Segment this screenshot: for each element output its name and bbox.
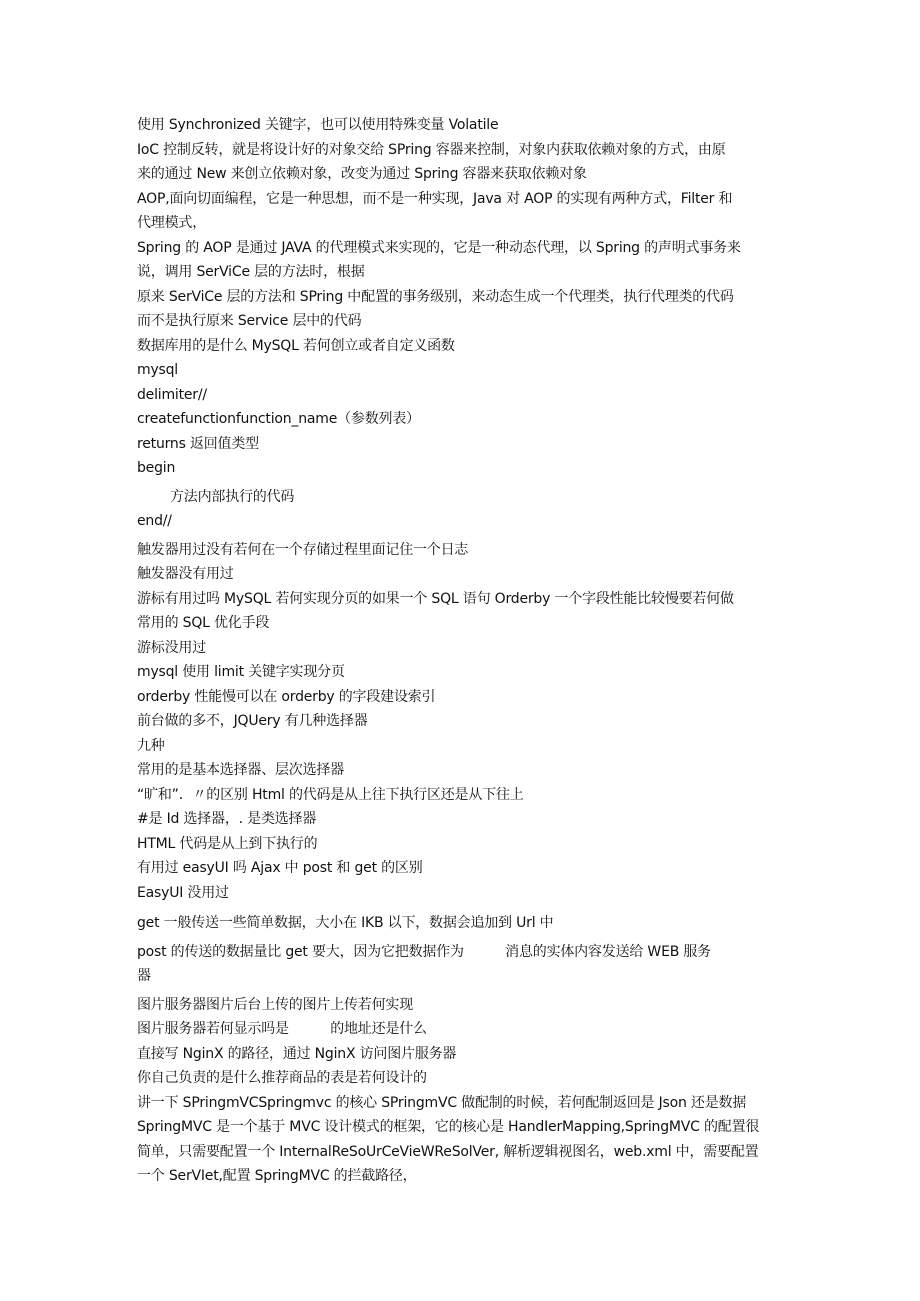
text-line: 说，调用 SerViCe 层的方法时，根据	[137, 264, 365, 280]
text-line: 图片服务器若何显示吗是 的地址还是什么	[137, 1021, 427, 1037]
text-line: HTML 代码是从上到下执行的	[137, 835, 318, 852]
text-line: get 一般传送一些简单数据，大小在 IKB 以下，数据会追加到 Url 中	[137, 915, 554, 931]
text-line: 而不是执行原来 Service 层中的代码	[137, 313, 362, 329]
text-line: 直接写 NginX 的路径，通过 NginX 访问图片服务器	[137, 1045, 457, 1062]
code-line: returns 返回值类型	[137, 435, 259, 452]
text-line: AOP,面向切面编程，它是一种思想，而不是一种实现，Java 对 AOP 的实现有两种方式，Filter 和	[137, 190, 733, 207]
code-line: mysql	[137, 362, 178, 378]
text-line: 原来 SerViCe 层的方法和 SPring 中配置的事务级别，来动态生成一个代理类，执行代理类的代码	[137, 288, 734, 305]
text-line: 讲一下 SPringmVCSpringmvc 的核心 SPringmVC 做配制的时候，若何配制返回是 Json 还是数据	[137, 1094, 747, 1111]
document-body	[137, 113, 787, 1189]
text-line: mysql 使用 limit 关键字实现分页	[137, 664, 345, 680]
text-line: 使用 Synchronized 关键字，也可以使用特殊变量 Volatile	[137, 117, 499, 133]
text-line: 常用的 SQL 优化手段	[137, 615, 270, 631]
text-line: 游标有用过吗 MySQL 若何实现分页的如果一个 SQL 语句 Orderby 一个字段性能比较慢要若何做	[137, 590, 734, 607]
text-line: 来的通过 New 来创立依赖对象，改变为通过 Spring 容器来获取依赖对象	[137, 166, 587, 182]
text-line: 代理模式，	[137, 215, 206, 231]
text-line: 器	[137, 968, 151, 984]
code-line-indented: 方法内部执行的代码	[170, 488, 295, 505]
text-line: 常用的是基本选择器、层次选择器	[137, 762, 344, 778]
text-line: 一个 SerVIet,配置 SpringMVC 的拦截路径，	[137, 1168, 417, 1184]
text-line: post 的传送的数据量比 get 要大，因为它把数据作为 消息的实体内容发送给 WEB 服务	[137, 943, 711, 960]
text-line: #是 Id 选择器，. 是类选择器	[137, 811, 317, 827]
text-line: 触发器用过没有若何在一个存储过程里面记住一个日志	[137, 541, 469, 558]
text-line: “旷和”．〃的区别 Html 的代码是从上往下执行区还是从下往上	[137, 786, 524, 803]
text-line: 简单，只需要配置一个 InternalReSoUrCeVieWReSolVer, 解析逻辑视图名，web.xml 中，需要配置	[137, 1143, 759, 1160]
text-line: Spring 的 AOP 是通过 JAVA 的代理模式来实现的，它是一种动态代理，以 Spring 的声明式事务来	[137, 239, 741, 256]
text-line: 触发器没有用过	[137, 566, 234, 582]
text-line: EasyUI 没用过	[137, 884, 229, 901]
text-line: 前台做的多不，JQUery 有几种选择器	[137, 713, 368, 729]
code-line: delimiter//	[137, 386, 207, 403]
text-line: 图片服务器图片后台上传的图片上传若何实现	[137, 996, 413, 1013]
code-line: end//	[137, 513, 172, 529]
text-line: 九种	[137, 737, 165, 754]
code-line: begin	[137, 460, 176, 476]
text-line: IoC 控制反转，就是将设计好的对象交给 SPring 容器来控制，对象内获取依赖对象的方式，由原	[137, 141, 726, 158]
text-line: 你自己负责的是什么推荐商品的表是若何设计的	[137, 1070, 427, 1086]
code-line: createfunctionfunction_name（参数列表）	[137, 411, 420, 427]
text-line: orderby 性能慢可以在 orderby 的字段建设索引	[137, 688, 436, 705]
text-line: 有用过 easyUI 吗 Ajax 中 post 和 get 的区别	[137, 860, 423, 876]
text-line: 数据库用的是什么 MySQL 若何创立或者自定义函数	[137, 337, 455, 354]
text-line: 游标没用过	[137, 639, 206, 656]
text-line: SpringMVC 是一个基于 MVC 设计模式的框架，它的核心是 HandIerMapping,SpringMVC 的配置很	[137, 1119, 760, 1135]
